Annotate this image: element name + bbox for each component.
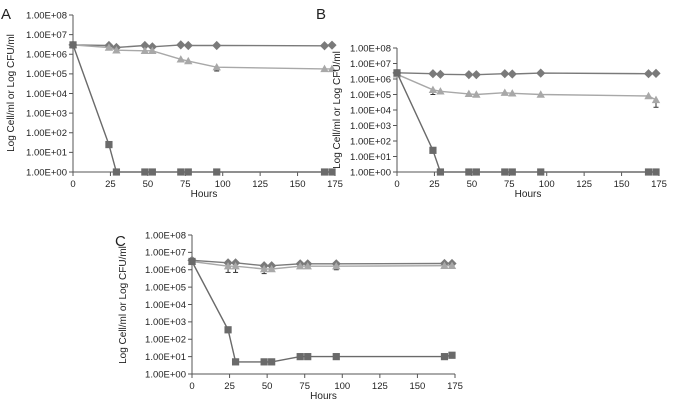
panel-label-a: A xyxy=(1,6,12,23)
data-point-square-b xyxy=(501,168,508,175)
data-point-square-a xyxy=(113,168,120,175)
x-tick-label-b: 50 xyxy=(466,179,478,190)
chart-panel-b xyxy=(332,43,667,200)
y-tick-label-a: 1.00E+05 xyxy=(26,69,67,81)
data-point-square-b xyxy=(429,147,436,154)
data-point-diamond-b xyxy=(428,69,437,78)
series-square-c xyxy=(188,258,455,366)
chart-panels xyxy=(6,10,667,402)
y-tick-label-b: 1.00E+03 xyxy=(350,120,391,132)
data-point-square-a xyxy=(321,168,328,175)
data-point-diamond-a xyxy=(320,41,329,50)
y-tick-label-a: 1.00E+03 xyxy=(26,108,67,120)
y-tick-label-b: 1.00E+01 xyxy=(350,151,391,163)
data-point-square-c xyxy=(333,353,340,360)
x-tick-label-a: 75 xyxy=(179,179,191,190)
chart-panel-c xyxy=(118,230,463,402)
data-point-square-a xyxy=(213,168,220,175)
x-tick-label-b: 175 xyxy=(651,179,667,190)
data-point-square-b xyxy=(465,168,472,175)
data-point-diamond-b xyxy=(536,69,545,78)
data-point-square-a xyxy=(141,168,148,175)
x-tick-label-a: 125 xyxy=(252,179,269,190)
chart-panel-a xyxy=(6,10,343,200)
data-point-square-a xyxy=(105,141,112,148)
data-point-diamond-b xyxy=(651,69,660,78)
x-tick-label-b: 25 xyxy=(429,179,440,190)
y-tick-label-a: 1.00E+00 xyxy=(26,167,67,179)
x-tick-label-c: 150 xyxy=(409,381,426,392)
series-line-square-c xyxy=(192,262,452,362)
data-point-diamond-a xyxy=(327,41,336,50)
data-point-square-c xyxy=(261,358,268,365)
y-tick-label-b: 1.00E+08 xyxy=(350,43,391,55)
data-point-square-c xyxy=(232,358,239,365)
x-axis-title-b: Hours xyxy=(514,189,542,200)
x-tick-label-a: 175 xyxy=(327,179,343,190)
data-point-square-b xyxy=(652,168,659,175)
x-tick-label-c: 50 xyxy=(261,381,273,392)
x-tick-label-a: 0 xyxy=(70,179,76,190)
data-point-square-c xyxy=(188,258,195,265)
y-axis-title-b: Log Cell/ml or Log CFU/ml xyxy=(332,51,343,169)
data-point-triangle-b xyxy=(429,86,437,93)
y-tick-label-c: 1.00E+08 xyxy=(145,230,186,242)
y-tick-label-c: 1.00E+03 xyxy=(145,317,186,329)
y-axis-title-a: Log Cell/ml or Log CFU/ml xyxy=(6,34,17,152)
x-tick-label-b: 0 xyxy=(394,179,400,190)
y-tick-label-b: 1.00E+05 xyxy=(350,89,391,101)
data-point-square-c xyxy=(448,352,455,359)
x-tick-label-b: 125 xyxy=(576,179,593,190)
x-tick-label-c: 75 xyxy=(299,381,311,392)
y-tick-label-b: 1.00E+00 xyxy=(350,167,391,179)
series-line-square-b xyxy=(397,73,656,172)
y-tick-label-c: 1.00E+02 xyxy=(145,334,186,346)
data-point-square-a xyxy=(69,41,76,48)
data-point-triangle-b xyxy=(652,96,660,103)
data-point-square-a xyxy=(177,168,184,175)
y-tick-label-c: 1.00E+00 xyxy=(145,369,186,381)
data-point-diamond-b xyxy=(472,70,481,79)
x-tick-label-a: 100 xyxy=(214,179,231,190)
y-tick-label-a: 1.00E+08 xyxy=(26,10,67,22)
data-point-diamond-a xyxy=(176,40,185,49)
x-axis-title-c: Hours xyxy=(310,391,337,402)
y-tick-label-a: 1.00E+02 xyxy=(26,128,67,140)
data-point-square-b xyxy=(437,168,444,175)
x-tick-label-a: 150 xyxy=(289,179,306,190)
data-point-square-c xyxy=(224,326,231,333)
data-point-square-c xyxy=(297,353,304,360)
series-line-triangle-b xyxy=(397,74,656,100)
series-square-b xyxy=(393,69,659,175)
x-tick-label-c: 175 xyxy=(447,381,463,392)
data-point-square-b xyxy=(645,168,652,175)
data-point-square-b xyxy=(393,69,400,76)
data-point-square-c xyxy=(268,358,275,365)
panel-label-c: C xyxy=(115,233,126,250)
y-tick-label-a: 1.00E+01 xyxy=(26,147,67,159)
y-tick-label-c: 1.00E+01 xyxy=(145,351,186,363)
y-tick-label-a: 1.00E+06 xyxy=(26,49,67,61)
y-tick-label-c: 1.00E+04 xyxy=(145,299,186,311)
panel-label-b: B xyxy=(316,6,327,23)
data-point-square-c xyxy=(304,353,311,360)
data-point-square-a xyxy=(185,168,192,175)
data-point-diamond-b xyxy=(436,70,445,79)
x-tick-label-c: 25 xyxy=(224,381,235,392)
x-tick-label-b: 100 xyxy=(538,179,555,190)
x-tick-label-c: 125 xyxy=(371,381,388,392)
data-point-square-b xyxy=(509,168,516,175)
x-tick-label-b: 75 xyxy=(503,179,515,190)
x-tick-label-c: 0 xyxy=(189,381,195,392)
y-tick-label-a: 1.00E+04 xyxy=(26,88,67,100)
y-tick-label-b: 1.00E+02 xyxy=(350,136,391,148)
data-point-diamond-a xyxy=(184,41,193,50)
x-tick-label-c: 100 xyxy=(334,381,351,392)
data-point-square-c xyxy=(441,353,448,360)
series-square-a xyxy=(69,41,335,175)
x-axis-title-a: Hours xyxy=(190,189,218,200)
y-tick-label-b: 1.00E+06 xyxy=(350,74,391,86)
y-tick-label-c: 1.00E+06 xyxy=(145,265,186,277)
x-tick-label-a: 25 xyxy=(105,179,116,190)
y-tick-label-c: 1.00E+05 xyxy=(145,282,186,294)
data-point-diamond-b xyxy=(508,69,517,78)
data-point-square-b xyxy=(537,168,544,175)
data-point-diamond-a xyxy=(212,41,221,50)
x-tick-label-b: 150 xyxy=(613,179,630,190)
y-tick-label-b: 1.00E+04 xyxy=(350,105,391,117)
data-point-square-a xyxy=(149,168,156,175)
data-point-square-b xyxy=(473,168,480,175)
series-diamond-b xyxy=(392,68,660,79)
y-tick-label-b: 1.00E+07 xyxy=(350,58,391,70)
y-axis-title-c: Log Cell/ml or Log CFU/ml xyxy=(118,246,129,364)
x-tick-label-a: 50 xyxy=(142,179,154,190)
y-tick-label-a: 1.00E+07 xyxy=(26,29,67,41)
y-tick-label-c: 1.00E+07 xyxy=(145,247,186,259)
